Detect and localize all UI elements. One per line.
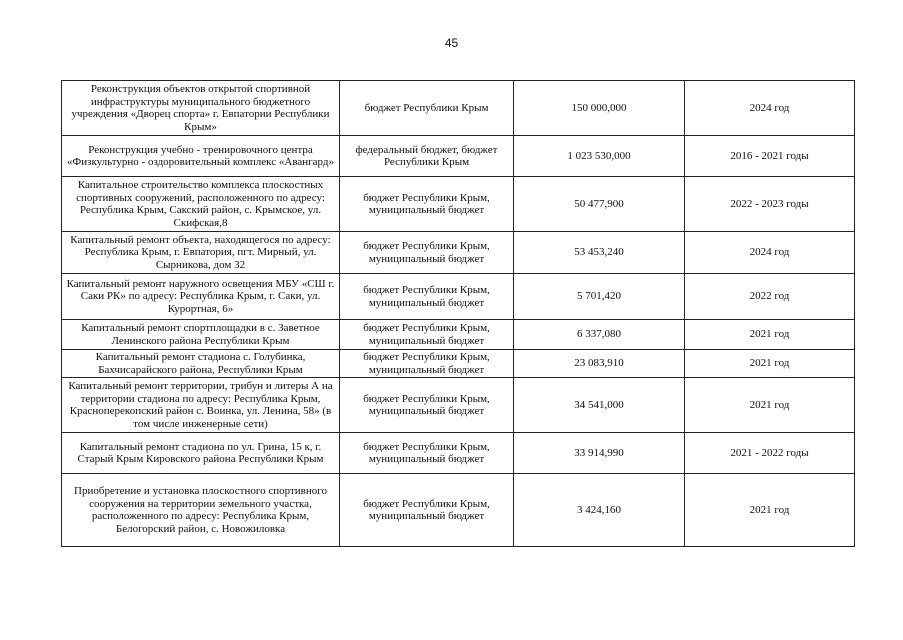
funding-source-cell: бюджет Республики Крым, муниципальный бюджет <box>340 320 514 350</box>
amount-cell: 1 023 530,000 <box>514 136 685 177</box>
object-cell: Капитальное строительство комплекса плоскостных спортивных сооружений, расположенного по адресу: Республика Крым, Сакский район, с. Крымское, ул. Скифская,8 <box>62 177 340 232</box>
amount-cell: 50 477,900 <box>514 177 685 232</box>
object-cell: Капитальный ремонт наружного освещения МБУ «СШ г. Саки РК» по адресу: Республика Крым, г. Саки, ул. Курортная, 6» <box>62 274 340 320</box>
funding-source-cell: бюджет Республики Крым, муниципальный бюджет <box>340 177 514 232</box>
amount-cell: 34 541,000 <box>514 378 685 433</box>
object-cell: Капитальный ремонт стадиона с. Голубинка, Бахчисарайского района, Республики Крым <box>62 350 340 378</box>
table-row <box>62 378 855 433</box>
object-cell: Капитальный ремонт стадиона по ул. Грина, 15 к, г. Старый Крым Кировского района Республики Крым <box>62 433 340 474</box>
amount-cell: 23 083,910 <box>514 350 685 378</box>
amount-cell: 3 424,160 <box>514 474 685 547</box>
table-row <box>62 232 855 274</box>
amount-cell: 6 337,080 <box>514 320 685 350</box>
funding-source-cell: бюджет Республики Крым, муниципальный бюджет <box>340 350 514 378</box>
period-cell: 2022 год <box>685 274 855 320</box>
amount-cell: 5 701,420 <box>514 274 685 320</box>
object-cell: Реконструкция объектов открытой спортивной инфраструктуры муниципального бюджетного учреждения «Дворец спорта» г. Евпатории Республики Крым» <box>62 81 340 136</box>
table-row <box>62 81 855 136</box>
object-cell: Капитальный ремонт территории, трибун и литеры А на территории стадиона по адресу: Республика Крым, Красноперекопский район с. Воинка, ул. Ленина, 58» (в том числе инженерные сети) <box>62 378 340 433</box>
period-cell: 2021 год <box>685 474 855 547</box>
funding-source-cell: бюджет Республики Крым <box>340 81 514 136</box>
period-cell: 2024 год <box>685 81 855 136</box>
object-cell: Реконструкция учебно - тренировочного центра «Физкультурно - оздоровительный комплекс «Авангард» <box>62 136 340 177</box>
amount-cell: 150 000,000 <box>514 81 685 136</box>
table-row <box>62 274 855 320</box>
amount-cell: 53 453,240 <box>514 232 685 274</box>
period-cell: 2022 - 2023 годы <box>685 177 855 232</box>
table-row <box>62 433 855 474</box>
period-cell: 2016 - 2021 годы <box>685 136 855 177</box>
object-cell: Приобретение и установка плоскостного спортивного сооружения на территории земельного участка, расположенного по адресу: Республика Крым, Белогорский район, с. Новожиловка <box>62 474 340 547</box>
funding-source-cell: бюджет Республики Крым, муниципальный бюджет <box>340 378 514 433</box>
table-row <box>62 350 855 378</box>
table-row <box>62 177 855 232</box>
object-cell: Капитальный ремонт спортплощадки в с. Заветное Ленинского района Республики Крым <box>62 320 340 350</box>
period-cell: 2021 год <box>685 320 855 350</box>
period-cell: 2021 год <box>685 378 855 433</box>
funding-source-cell: бюджет Республики Крым, муниципальный бюджет <box>340 274 514 320</box>
object-cell: Капитальный ремонт объекта, находящегося по адресу: Республика Крым, г. Евпатория, пгт. Мирный, ул. Сырникова, дом 32 <box>62 232 340 274</box>
period-cell: 2024 год <box>685 232 855 274</box>
funding-source-cell: бюджет Республики Крым, муниципальный бюджет <box>340 232 514 274</box>
table-row <box>62 136 855 177</box>
funding-source-cell: бюджет Республики Крым, муниципальный бюджет <box>340 433 514 474</box>
objects-table <box>61 80 855 547</box>
amount-cell: 33 914,990 <box>514 433 685 474</box>
table-row <box>62 474 855 547</box>
period-cell: 2021 - 2022 годы <box>685 433 855 474</box>
funding-source-cell: федеральный бюджет, бюджет Республики Крым <box>340 136 514 177</box>
period-cell: 2021 год <box>685 350 855 378</box>
page-number: 45 <box>444 36 459 50</box>
table-row <box>62 320 855 350</box>
funding-source-cell: бюджет Республики Крым, муниципальный бюджет <box>340 474 514 547</box>
